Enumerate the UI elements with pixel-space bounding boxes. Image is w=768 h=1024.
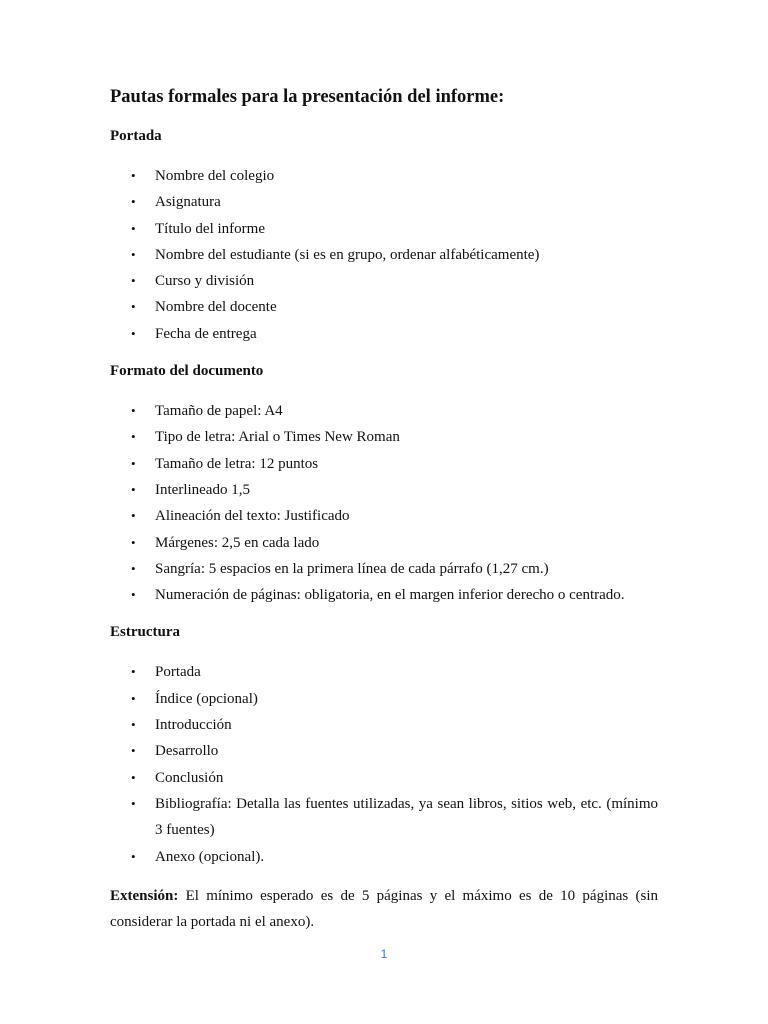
list-item: • Tamaño de papel: A4 [110,398,658,424]
list-item: • Portada [110,659,658,685]
bullet-icon: • [131,664,136,680]
list-item: • Anexo (opcional). [110,844,658,870]
list-item: • Márgenes: 2,5 en cada lado [110,530,658,556]
bullet-icon: • [131,534,136,550]
bullet-icon: • [131,743,136,759]
list-item: • Nombre del colegio [110,163,658,189]
bullet-icon: • [131,848,136,864]
list-item: • Índice (opcional) [110,686,658,712]
list-item: • Introducción [110,712,658,738]
list-item: • Fecha de entrega [110,321,658,347]
section-heading-estructura: Estructura [110,624,180,641]
bullet-icon: • [131,194,136,210]
bullet-icon: • [131,273,136,289]
extension-label: Extensión: [110,887,179,904]
list-item: • Asignatura [110,189,658,215]
document-body [110,84,658,935]
list-item: • Nombre del docente [110,294,658,320]
extension-paragraph [110,883,658,936]
bullet-icon: • [131,220,136,236]
list-item: • Título del informe [110,216,658,242]
section-heading-formato: Formato del documento [110,363,264,380]
section-heading-portada: Portada [110,128,162,144]
bullet-icon: • [131,481,136,497]
bullet-icon: • [131,795,136,811]
estructura-list [110,659,658,869]
bullet-icon: • [131,246,136,262]
list-item: • Bibliografía: Detalla las fuentes utilizadas, ya sean libros, sitios web, etc. (mínimo 3 fuentes) [110,791,658,844]
list-item: • Numeración de páginas: obligatoria, en el margen inferior derecho o centrado. [110,582,658,608]
portada-list [110,163,658,347]
formato-list [110,398,658,608]
bullet-icon: • [131,587,136,603]
list-item: • Nombre del estudiante (si es en grupo, ordenar alfabéticamente) [110,242,658,268]
list-item: • Conclusión [110,765,658,791]
bullet-icon: • [131,325,136,341]
list-item: • Tipo de letra: Arial o Times New Roman [110,424,658,450]
bullet-icon: • [131,455,136,471]
bullet-icon: • [131,299,136,315]
bullet-icon: • [131,508,136,524]
bullet-icon: • [131,560,136,576]
list-item: • Alineación del texto: Justificado [110,503,658,529]
bullet-icon: • [131,403,136,419]
page-number: 1 [380,947,388,961]
list-item: • Tamaño de letra: 12 puntos [110,451,658,477]
list-item: • Curso y división [110,268,658,294]
document-title: Pautas formales para la presentación del informe: [110,87,505,107]
bullet-icon: • [131,769,136,785]
list-item: • Interlineado 1,5 [110,477,658,503]
bullet-icon: • [131,717,136,733]
bullet-icon: • [131,429,136,445]
extension-text: El mínimo esperado es de 5 páginas y el máximo es de 10 páginas (sin considerar la portada ni el anexo). [110,887,658,931]
list-item: • Desarrollo [110,738,658,764]
list-item: • Sangría: 5 espacios en la primera línea de cada párrafo (1,27 cm.) [110,556,658,582]
bullet-icon: • [131,690,136,706]
bullet-icon: • [131,168,136,183]
